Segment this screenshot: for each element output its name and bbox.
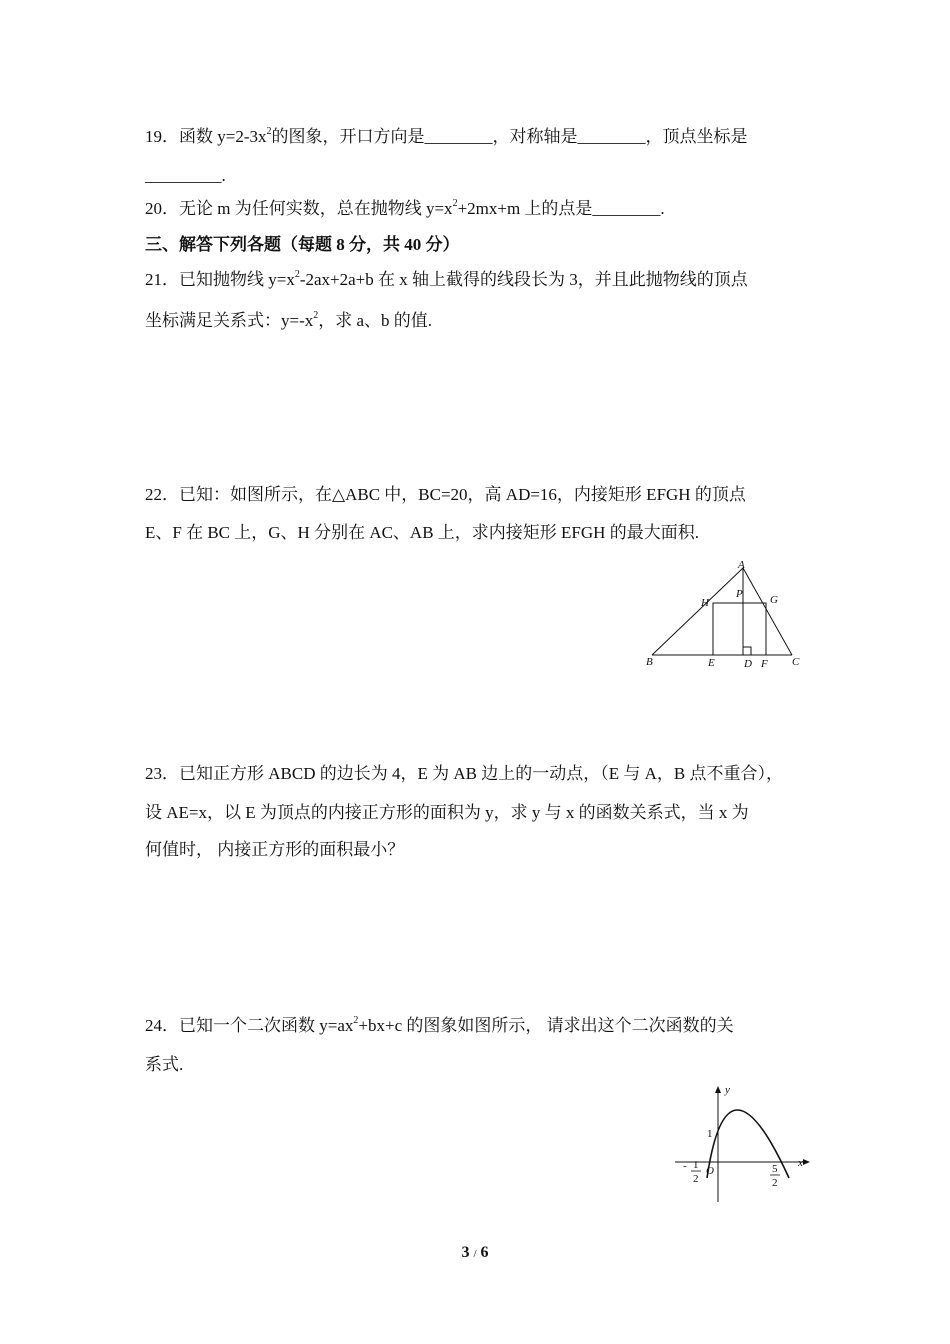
question-23-line3: 何值时， 内接正方形的面积最小？ bbox=[145, 840, 405, 859]
label-P: P bbox=[736, 588, 743, 600]
section-3-heading: 三、解答下列各题（每题 8 分，共 40 分） bbox=[145, 235, 460, 254]
q19-text-b: 的图象，开口方向是________，对称轴是________，顶点坐标是 bbox=[271, 127, 748, 146]
label-C: C bbox=[792, 656, 800, 668]
origin-label: O bbox=[706, 1165, 714, 1177]
label-H: H bbox=[701, 597, 709, 609]
parabola-graph bbox=[670, 1082, 815, 1207]
q21-line2-sup: 2 bbox=[313, 310, 319, 321]
question-19-line2: _________. bbox=[145, 166, 226, 185]
q21-sup: 2 bbox=[294, 269, 300, 280]
label-E: E bbox=[708, 657, 715, 669]
question-20 bbox=[145, 199, 665, 219]
question-22-line2: E、F 在 BC 上，G、H 分别在 AC、AB 上，求内接矩形 EFGH 的最大面积. bbox=[145, 523, 699, 542]
question-21-line2 bbox=[145, 311, 432, 331]
root-right-numerator: 5 bbox=[772, 1163, 778, 1175]
q20-text-b: +2mx+m 上的点是________. bbox=[457, 199, 665, 218]
question-23-line2: 设 AE=x，以 E 为顶点的内接正方形的面积为 y，求 y 与 x 的函数关系式，当 x 为 bbox=[145, 803, 749, 822]
label-D: D bbox=[744, 658, 752, 670]
page-separator: / bbox=[473, 1248, 477, 1260]
root-right-denominator: 2 bbox=[772, 1177, 778, 1189]
q21-text-a: 21．已知抛物线 y=x bbox=[145, 270, 295, 289]
q24-text-b: +bx+c 的图象如图所示， 请求出这个二次函数的关 bbox=[358, 1016, 734, 1035]
question-19-line1 bbox=[145, 127, 748, 147]
q20-sup: 2 bbox=[452, 198, 458, 209]
question-24-line2: 系式. bbox=[145, 1055, 184, 1074]
q24-text-a: 24．已知一个二次函数 y=ax bbox=[145, 1016, 354, 1035]
y-intercept-label: 1 bbox=[707, 1128, 713, 1140]
label-G: G bbox=[770, 594, 778, 606]
y-axis-label: y bbox=[725, 1084, 730, 1096]
x-axis-label: x bbox=[798, 1157, 803, 1169]
root-left-numerator: 1 bbox=[693, 1159, 699, 1171]
q21-line2-a: 坐标满足关系式：y=-x bbox=[145, 311, 314, 330]
label-F: F bbox=[761, 658, 768, 670]
label-B: B bbox=[646, 656, 653, 668]
root-left-sign: - bbox=[683, 1160, 687, 1172]
q19-sup: 2 bbox=[266, 126, 272, 137]
root-left-denominator: 2 bbox=[693, 1173, 699, 1185]
question-23-line1: 23．已知正方形 ABCD 的边长为 4，E 为 AB 边上的一动点，（E 与 A，B 点不重合）， bbox=[145, 764, 783, 783]
page-number bbox=[0, 1244, 950, 1262]
q24-sup: 2 bbox=[353, 1015, 359, 1026]
page-total: 6 bbox=[480, 1244, 489, 1261]
q19-text-a: 19．函数 y=2-3x bbox=[145, 127, 267, 146]
q20-text-a: 20．无论 m 为任何实数，总在抛物线 y=x bbox=[145, 199, 453, 218]
triangle-figure bbox=[640, 558, 810, 673]
question-22-line1: 22．已知：如图所示，在△ABC 中，BC=20，高 AD=16，内接矩形 EFGH 的顶点 bbox=[145, 485, 746, 504]
label-A: A bbox=[738, 559, 745, 571]
page-current: 3 bbox=[461, 1244, 470, 1261]
q21-line2-b: ，求 a、b 的值. bbox=[318, 311, 433, 330]
q21-text-b: -2ax+2a+b 在 x 轴上截得的线段长为 3，并且此抛物线的顶点 bbox=[299, 270, 748, 289]
question-24-line1 bbox=[145, 1016, 734, 1036]
question-21-line1 bbox=[145, 270, 748, 290]
